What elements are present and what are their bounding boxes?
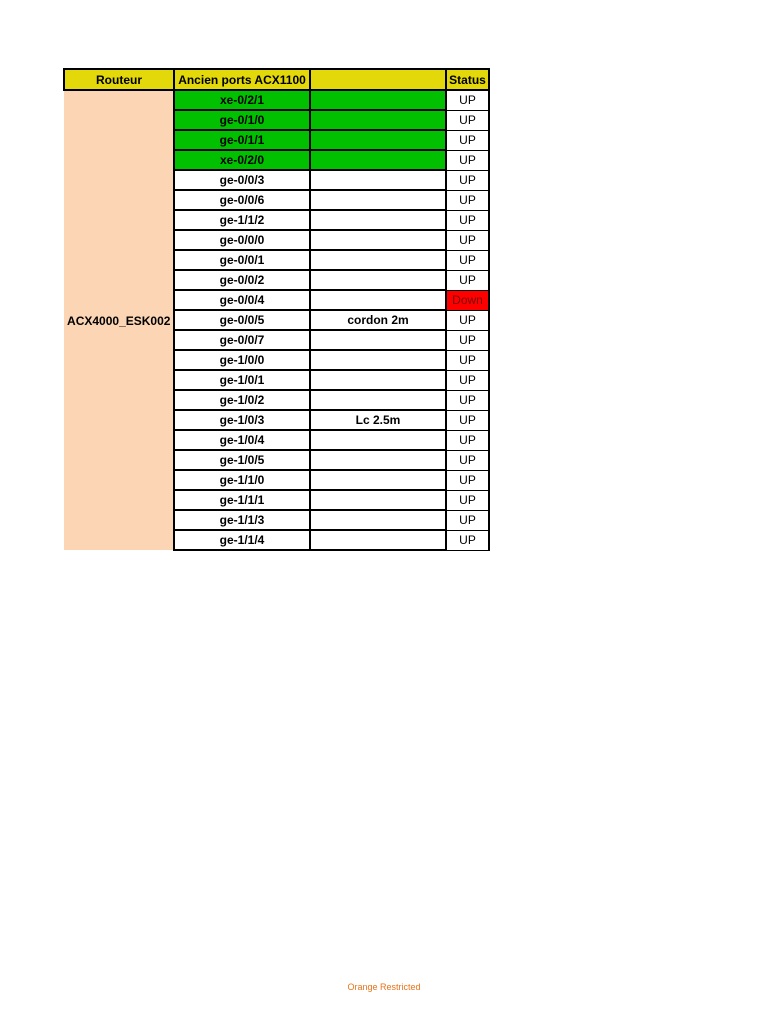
note-cell[interactable] — [310, 510, 446, 530]
port-cell[interactable]: ge-1/0/4 — [174, 430, 310, 450]
header-notes[interactable] — [310, 69, 446, 90]
port-cell[interactable]: ge-0/1/0 — [174, 110, 310, 130]
status-cell[interactable]: UP — [446, 350, 489, 370]
note-cell[interactable] — [310, 130, 446, 150]
port-cell[interactable]: ge-0/0/7 — [174, 330, 310, 350]
status-cell[interactable]: UP — [446, 170, 489, 190]
port-cell[interactable]: ge-0/0/2 — [174, 270, 310, 290]
note-cell[interactable] — [310, 210, 446, 230]
port-cell[interactable]: ge-1/1/1 — [174, 490, 310, 510]
classification-footer: Orange Restricted — [347, 982, 421, 992]
status-cell[interactable]: UP — [446, 450, 489, 470]
port-cell[interactable]: xe-0/2/0 — [174, 150, 310, 170]
port-cell[interactable]: ge-1/1/0 — [174, 470, 310, 490]
header-row — [64, 69, 489, 90]
note-cell[interactable] — [310, 90, 446, 110]
port-cell[interactable]: ge-1/0/0 — [174, 350, 310, 370]
status-cell[interactable]: UP — [446, 410, 489, 430]
status-cell[interactable]: UP — [446, 270, 489, 290]
port-cell[interactable]: ge-0/0/3 — [174, 170, 310, 190]
note-cell[interactable] — [310, 170, 446, 190]
status-cell[interactable]: UP — [446, 250, 489, 270]
table-row — [64, 90, 489, 110]
port-status-table — [63, 68, 490, 551]
router-name-cell[interactable]: ACX4000_ESK002 — [64, 90, 174, 550]
note-cell[interactable] — [310, 350, 446, 370]
status-cell[interactable]: UP — [446, 150, 489, 170]
status-cell[interactable]: UP — [446, 430, 489, 450]
status-cell[interactable]: UP — [446, 110, 489, 130]
note-cell[interactable] — [310, 530, 446, 550]
status-cell[interactable]: UP — [446, 490, 489, 510]
header-ancien-ports[interactable]: Ancien ports ACX1100 — [174, 69, 310, 90]
port-cell[interactable]: ge-0/0/0 — [174, 230, 310, 250]
note-cell[interactable] — [310, 470, 446, 490]
port-cell[interactable]: ge-1/0/1 — [174, 370, 310, 390]
status-cell[interactable]: UP — [446, 530, 489, 550]
note-cell[interactable] — [310, 450, 446, 470]
status-cell[interactable]: UP — [446, 370, 489, 390]
note-cell[interactable] — [310, 330, 446, 350]
note-cell[interactable] — [310, 390, 446, 410]
port-cell[interactable]: ge-0/0/5 — [174, 310, 310, 330]
status-cell[interactable]: UP — [446, 510, 489, 530]
port-cell[interactable]: ge-0/0/6 — [174, 190, 310, 210]
port-cell[interactable]: ge-1/0/3 — [174, 410, 310, 430]
status-cell[interactable]: UP — [446, 330, 489, 350]
note-cell[interactable] — [310, 370, 446, 390]
note-cell[interactable] — [310, 110, 446, 130]
port-cell[interactable]: ge-1/0/5 — [174, 450, 310, 470]
port-cell[interactable]: ge-0/1/1 — [174, 130, 310, 150]
note-cell[interactable] — [310, 490, 446, 510]
status-cell[interactable]: UP — [446, 130, 489, 150]
port-cell[interactable]: ge-1/0/2 — [174, 390, 310, 410]
note-cell[interactable]: Lc 2.5m — [310, 410, 446, 430]
port-cell[interactable]: ge-1/1/4 — [174, 530, 310, 550]
status-cell[interactable]: UP — [446, 470, 489, 490]
port-cell[interactable]: ge-1/1/3 — [174, 510, 310, 530]
note-cell[interactable] — [310, 430, 446, 450]
status-cell[interactable]: UP — [446, 230, 489, 250]
note-cell[interactable] — [310, 290, 446, 310]
header-routeur[interactable]: Routeur — [64, 69, 174, 90]
note-cell[interactable] — [310, 190, 446, 210]
status-cell[interactable]: UP — [446, 390, 489, 410]
status-cell[interactable]: UP — [446, 310, 489, 330]
note-cell[interactable] — [310, 250, 446, 270]
port-cell[interactable]: xe-0/2/1 — [174, 90, 310, 110]
port-cell[interactable]: ge-0/0/1 — [174, 250, 310, 270]
status-cell[interactable]: UP — [446, 190, 489, 210]
note-cell[interactable] — [310, 270, 446, 290]
port-cell[interactable]: ge-1/1/2 — [174, 210, 310, 230]
header-status[interactable]: Status — [446, 69, 489, 90]
status-cell[interactable]: UP — [446, 210, 489, 230]
note-cell[interactable] — [310, 150, 446, 170]
note-cell[interactable] — [310, 230, 446, 250]
status-cell[interactable]: Down — [446, 290, 489, 310]
note-cell[interactable]: cordon 2m — [310, 310, 446, 330]
status-cell[interactable]: UP — [446, 90, 489, 110]
port-cell[interactable]: ge-0/0/4 — [174, 290, 310, 310]
